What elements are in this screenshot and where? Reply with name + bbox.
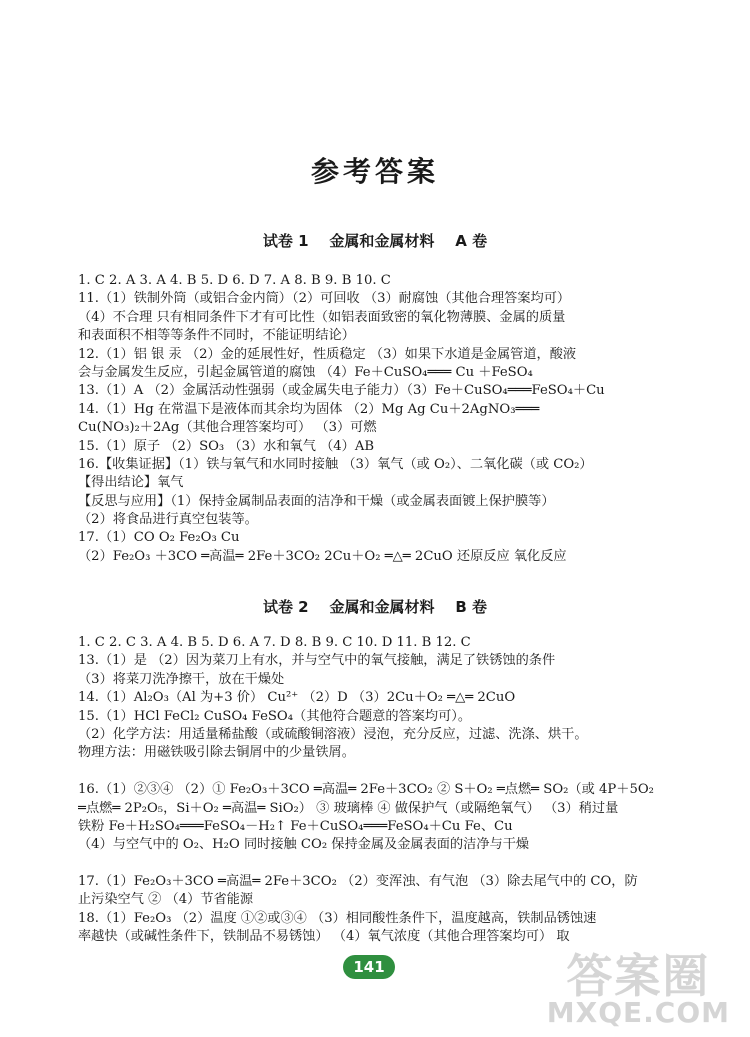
answer-line: 1. C 2. A 3. A 4. B 5. D 6. D 7. A 8. B 9. B 10. C xyxy=(78,273,391,288)
answer-line: 【得出结论】氧气 xyxy=(78,475,184,491)
answer-line: 17.（1）Fe₂O₃＋3CO ═高温═ 2Fe＋3CO₂ （2）变浑浊、有气泡 （3）除去尾气中的 CO，防 xyxy=(78,874,638,890)
answer-line: 13.（1）是 （2）因为菜刀上有水，并与空气中的氧气接触，满足了铁锈蚀的条件 xyxy=(78,653,556,669)
answer-line: （2）化学方法：用适量稀盐酸（或硫酸铜溶液）浸泡，充分反应，过滤、洗涤、烘干。 xyxy=(78,726,588,742)
answer-line: 率越快（或碱性条件下，铁制品不易锈蚀） （4）氧气浓度（其他合理答案均可） 取 xyxy=(78,929,570,945)
answer-line: 13.（1）A （2）金属活动性强弱（或金属失电子能力）（3）Fe＋CuSO₄═══FeSO₄＋Cu xyxy=(78,383,605,399)
answer-line: 16.【收集证据】（1）铁与氧气和水同时接触 （3）氧气（或 O₂）、二氧化碳（或 CO₂） xyxy=(78,456,593,472)
watermark-logo xyxy=(546,949,730,1029)
page-title: 参考答案 xyxy=(310,155,439,188)
answer-line: 16.（1）②③④ （2）① Fe₂O₃＋3CO ═高温═ 2Fe＋3CO₂ ② S＋O₂ ═点燃═ SO₂（或 4P＋5O₂ xyxy=(78,782,654,798)
answer-line: 17.（1）CO O₂ Fe₂O₃ Cu xyxy=(78,530,240,546)
paper1-heading: 试卷 1 金属和金属材料 A 卷 xyxy=(262,232,488,250)
answer-line: 14.（1）Hg 在常温下是液体而其余均为固体 （2）Mg Ag Cu＋2AgNO₃═══ xyxy=(78,401,540,417)
answer-line: 会与金属发生反应，引起金属管道的腐蚀 （4）Fe＋CuSO₄═══ Cu ＋FeSO₄ xyxy=(78,364,533,380)
answer-line: （2）将食品进行真空包装等。 xyxy=(78,512,258,528)
answer-line: ═点燃═ 2P₂O₅，Si＋O₂ ═高温═ SiO₂） ③ 玻璃棒 ④ 做保护气（或隔绝氧气） （3）稍过量 xyxy=(78,800,619,816)
watermark-main: 答案圈 xyxy=(566,949,711,1003)
paper2-heading: 试卷 2 金属和金属材料 B 卷 xyxy=(262,598,488,616)
answer-line: 11.（1）铁制外筒（或铝合金内筒）（2）可回收 （3）耐腐蚀（其他合理答案均可） xyxy=(78,291,571,307)
answer-line: 14.（1）Al₂O₃（Al 为+3 价） Cu²⁺ （2）D （3）2Cu＋O₂ ═△═ 2CuO xyxy=(78,690,516,706)
answer-line: 物理方法：用磁铁吸引除去铜屑中的少量铁屑。 xyxy=(78,745,355,761)
answer-line: （4）与空气中的 O₂、H₂O 同时接触 CO₂ 保持金属及金属表面的洁净与干燥 xyxy=(78,837,530,853)
answer-line xyxy=(78,855,678,873)
answer-line: 15.（1）HCl FeCl₂ CuSO₄ FeSO₄（其他符合题意的答案均可）。 xyxy=(78,708,472,724)
paper2-answers xyxy=(78,634,678,947)
paper1-answers xyxy=(78,272,678,566)
answer-line: 1. C 2. C 3. A 4. B 5. D 6. A 7. D 8. B 9. C 10. D 11. B 12. C xyxy=(78,635,471,650)
answer-line: 和表面积不相等等条件不同时，不能证明结论） xyxy=(78,328,355,344)
answer-line: （4）不合理 只有相同条件下才有可比性（如铝表面致密的氧化物薄膜、金属的质量 xyxy=(78,309,566,325)
answer-line: （3）将菜刀洗净擦干，放在干燥处 xyxy=(78,671,285,687)
answer-line: 止污染空气 ② （4）节省能源 xyxy=(78,892,254,908)
watermark-sub: MXQE.COM xyxy=(546,996,730,1029)
answer-line: （2）Fe₂O₃ ＋3CO ═高温═ 2Fe＋3CO₂ 2Cu＋O₂ ═△═ 2CuO 还原反应 氧化反应 xyxy=(78,548,567,564)
answer-line: Cu(NO₃)₂＋2Ag（其他合理答案均可） （3）可燃 xyxy=(78,420,377,436)
answer-line: 18.（1）Fe₂O₃ （2）温度 ①②或③④ （3）相同酸性条件下，温度越高，铁制品锈蚀速 xyxy=(78,910,597,926)
answer-line: 铁粉 Fe＋H₂SO₄═══FeSO₄－H₂↑ Fe＋CuSO₄═══FeSO₄＋Cu Fe、Cu xyxy=(78,818,513,834)
answer-line: 15.（1）原子 （2）SO₃ （3）水和氧气 （4）AB xyxy=(78,438,375,454)
page-number: 141 xyxy=(343,955,395,979)
answer-line: 【反思与应用】（1）保持金属制品表面的洁净和干燥（或金属表面镀上保护膜等） xyxy=(78,493,555,509)
answer-line xyxy=(78,763,678,781)
answer-line: 12.（1）铝 银 汞 （2）金的延展性好，性质稳定 （3）如果下水道是金属管道，酸液 xyxy=(78,346,577,362)
